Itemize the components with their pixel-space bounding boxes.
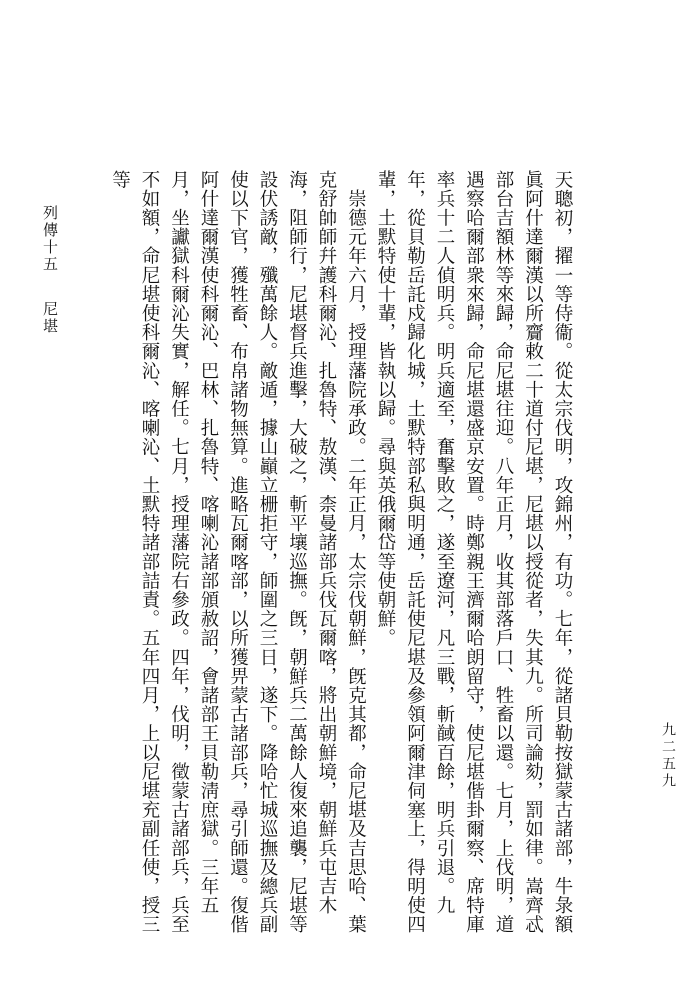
volume-title: 列傳十五 (41, 205, 59, 273)
biography-name: 尼堪 (41, 301, 59, 335)
biography-text: 天聰初，擢一等侍衞。從太宗伐明，攻錦州，有功。七年，從諸貝勒按獄蒙古諸部，牛彔額眞阿什達爾漢以所齎敕二十道付尼堪，尼堪以授從者，失其九。所司論劾，罰如律。嵩齊忒部台吉額林等來歸，命尼堪往迎。八年正月，收其部落戶口、牲畜以還。七月，上伐明，道遇察哈爾部衆來歸，命尼堪還盛京安置。時鄭親王濟爾哈朗留守，使尼堪偕卦爾察、席特庫率兵十二人偵明兵。明兵適至，奮擊敗之，遂至遼河，凡三戰，斬馘百餘，明兵引退。九年，從貝勒岳託戍歸化城，土默特部私與明通，岳託使尼堪及參領阿爾津伺塞上，得明使四輩，土默特使十輩，皆執以歸。尋與英俄爾岱等使朝鮮。 崇德元年六月，授理藩院承政。二年正月，太宗伐朝鮮，旣克其都，命尼堪及吉思哈、葉克舒帥師幷護科爾沁、扎魯特、敖漢、柰曼諸部兵伐瓦爾喀，將出朝鮮境，朝鮮兵屯吉木海，阻師行，尼堪督兵進擊，大破之，斬平壤巡撫。旣，朝鮮兵二萬餘人復來追襲，尼堪等設伏誘敵，殲萬餘人。敵遁，據山巓立栅拒守，師圍之三日，遂下。降哈忙城巡撫及總兵副使以下官，獲牲畜、布帛諸物無算。進略瓦爾喀部，以所獲畀蒙古諸部兵，尋引師還。復偕阿什達爾漢使科爾沁、巴林、扎魯特、喀喇沁諸部頒赦詔，會諸部王貝勒淸庶獄。三年五月，坐讞獄科爾沁失實，解任。七月，授理藩院右參政。四年，伐明，徵蒙古諸部兵，兵至不如額，命尼堪使科爾沁、喀喇沁、土默特諸部詰責。五年四月，上以尼堪充副任使，授三等 (109, 170, 573, 934)
running-header (42, 205, 57, 335)
page-number: 九二五九 (660, 722, 676, 790)
